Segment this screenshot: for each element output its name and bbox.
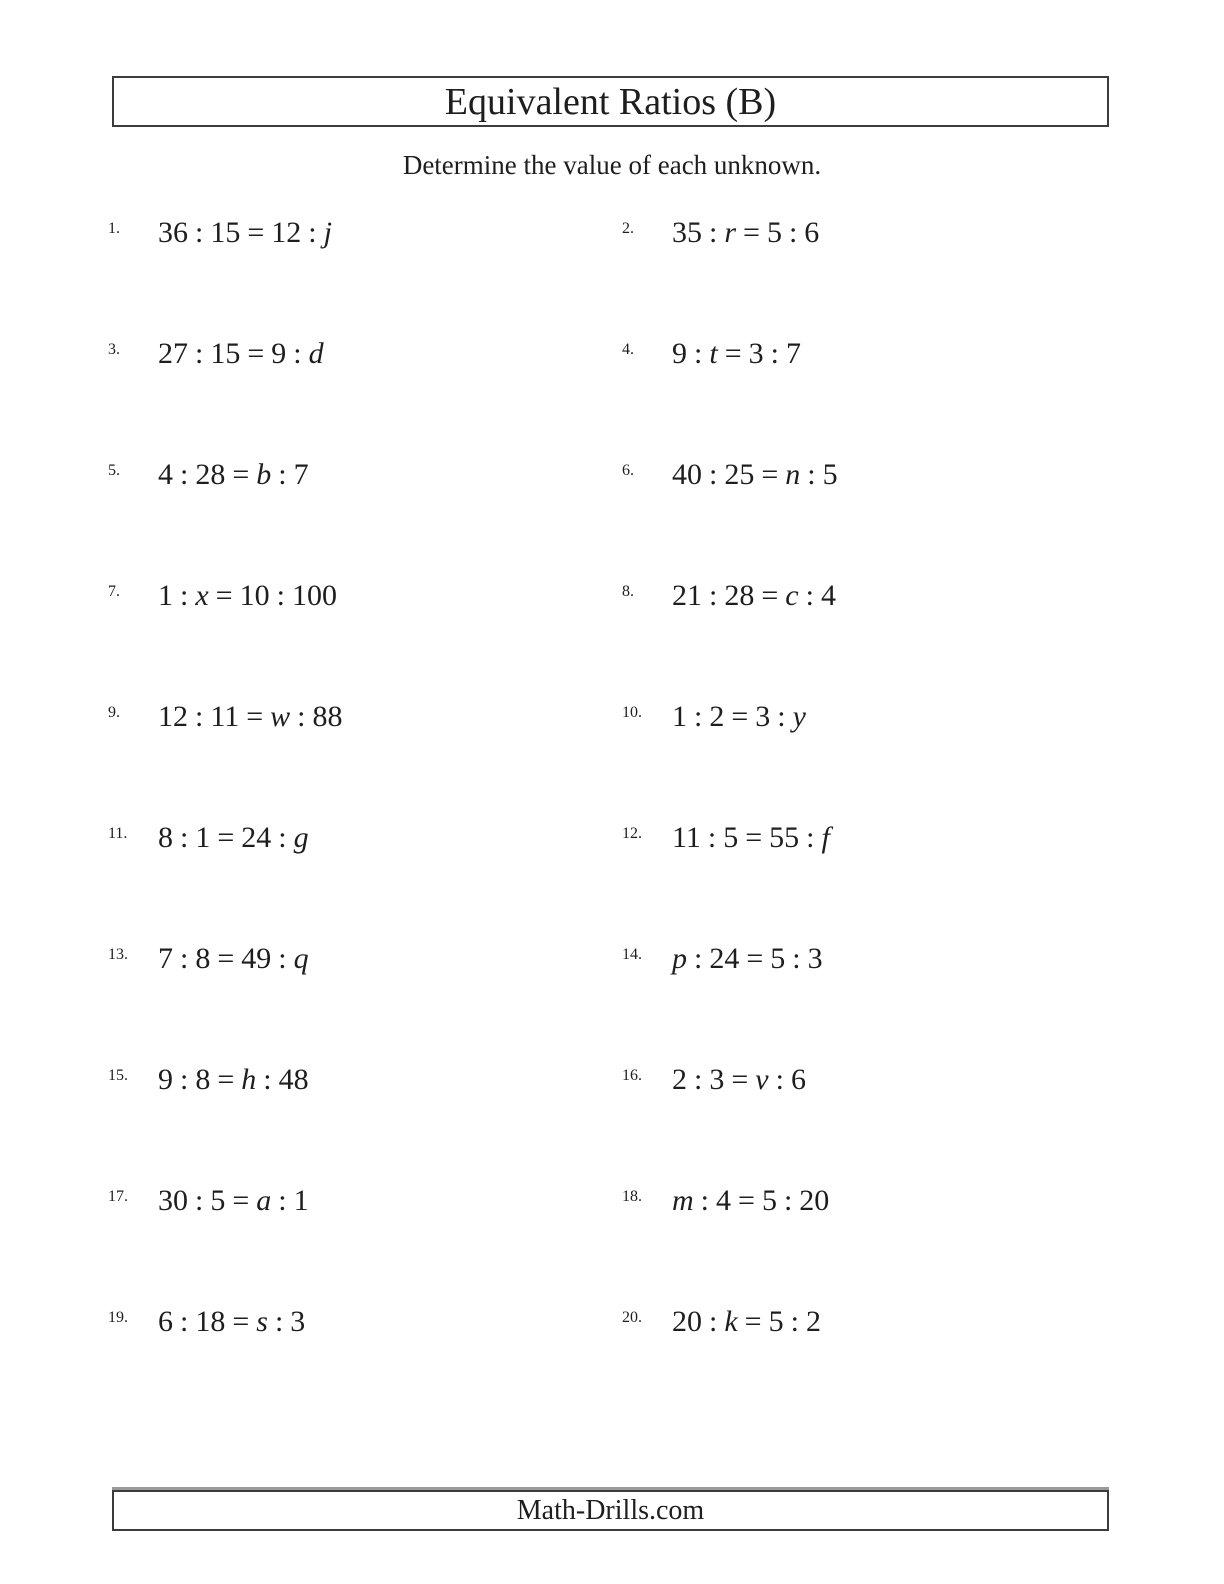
problem-item [108,1063,622,1184]
equation-number: 3 [755,700,771,733]
problem-item [108,216,622,337]
problem-item [622,458,1118,579]
equation-number: 3 [748,337,764,370]
equation-number: 24 [709,942,740,975]
problem-number: 5. [108,462,120,479]
problem-item [622,579,1118,700]
problem-equation [672,1184,829,1217]
problem-item [108,700,622,821]
equation-number: 36 [158,216,188,249]
problem-number: 15. [108,1067,128,1084]
problem-item [622,337,1118,458]
equation-operator: : [783,1184,793,1217]
problem-number: 13. [108,946,128,963]
equation-operator: : [195,216,204,249]
equation-operator: : [180,579,189,612]
equation-operator: : [770,337,779,370]
equation-operator: : [709,216,718,249]
equation-number: 28 [195,458,226,491]
equation-variable: c [785,579,799,612]
equation-number: 6 [804,216,820,249]
equation-operator: = [761,458,779,491]
equation-variable: m [672,1184,694,1217]
equation-operator: : [278,458,287,491]
equation-number: 8 [195,942,211,975]
equation-operator: : [180,1063,189,1096]
equation-variable: a [256,1184,272,1217]
equation-number: 5 [770,942,786,975]
equation-number: 7 [158,942,173,975]
instructions-text: Determine the value of each unknown. [402,150,822,180]
equation-operator: = [738,1184,755,1217]
problem-equation [672,337,801,370]
equation-variable: w [270,700,291,733]
equation-operator: = [232,1184,250,1217]
equation-operator: : [694,700,703,733]
equation-number: 3 [807,942,823,975]
problem-number: 11. [108,825,128,842]
equation-operator: : [297,700,306,733]
equation-operator: = [215,579,233,612]
equation-operator: : [276,579,285,612]
problem-item [108,579,622,700]
equation-operator: = [745,821,763,854]
problems-grid [108,216,1118,1426]
equation-number: 5 [210,1184,226,1217]
problem-number: 1. [108,220,120,237]
equation-variable: n [785,458,801,491]
equation-operator: : [293,337,302,370]
equation-operator: : [694,942,703,975]
equation-operator: = [746,942,764,975]
problem-number: 7. [108,583,120,600]
equation-number: 40 [672,458,702,491]
equation-variable: v [755,1063,769,1096]
equation-variable: x [195,579,209,612]
problem-equation [158,821,309,854]
equation-operator: : [278,821,287,854]
equation-operator: = [744,1305,762,1338]
problem-item [622,216,1118,337]
footer-box [112,1490,1109,1531]
equation-operator: : [790,1305,799,1338]
equation-number: 11 [210,700,240,733]
problem-equation [158,458,309,491]
equation-number: 5 [761,1184,777,1217]
equation-number: 1 [672,700,687,733]
equation-operator: = [724,337,742,370]
equation-number: 15 [210,216,241,249]
equation-operator: = [217,821,235,854]
problem-number: 3. [108,341,120,358]
equation-operator: : [805,579,814,612]
equation-number: 48 [278,1063,309,1096]
equation-variable: h [241,1063,257,1096]
equation-number: 9 [271,337,287,370]
problem-equation [672,458,838,491]
equation-operator: : [694,337,703,370]
equation-operator: : [775,1063,784,1096]
equation-number: 88 [312,700,343,733]
problem-number: 16. [622,1067,642,1084]
problem-equation [158,942,309,975]
equation-operator: = [246,700,264,733]
equation-number: 100 [291,579,337,612]
equation-number: 1 [195,821,211,854]
problem-equation [672,700,806,733]
equation-operator: : [807,458,816,491]
equation-operator: : [180,458,189,491]
equation-operator: = [761,579,779,612]
equation-variable: q [293,942,309,975]
equation-operator: : [777,700,786,733]
equation-operator: = [232,1305,250,1338]
equation-number: 2 [672,1063,687,1096]
problem-equation [672,821,830,854]
problem-number: 6. [622,462,634,479]
problem-item [108,1184,622,1305]
equation-operator: = [232,458,250,491]
equation-operator: : [195,700,204,733]
equation-operator: = [217,1063,235,1096]
problem-number: 18. [622,1188,642,1205]
problem-item [622,1184,1118,1305]
equation-number: 1 [293,1184,309,1217]
equation-operator: = [247,337,265,370]
problem-equation [158,216,332,249]
problem-item [622,1305,1118,1426]
problem-number: 20. [622,1309,642,1326]
equation-number: 11 [672,821,701,854]
equation-number: 5 [723,821,739,854]
problem-equation [158,700,343,733]
equation-number: 49 [241,942,272,975]
equation-number: 3 [709,1063,725,1096]
equation-operator: : [180,1305,189,1338]
equation-variable: j [323,216,332,249]
problem-equation [672,216,819,249]
equation-number: 20 [672,1305,702,1338]
equation-number: 18 [195,1305,226,1338]
equation-operator: : [806,821,815,854]
equation-operator: = [731,700,749,733]
problem-item [622,942,1118,1063]
problem-item [622,1063,1118,1184]
equation-operator: : [263,1063,272,1096]
equation-variable: p [672,942,687,975]
problem-equation [672,1063,806,1096]
equation-number: 9 [672,337,687,370]
problem-number: 10. [622,704,642,721]
equation-operator: : [709,1305,718,1338]
problem-item [108,821,622,942]
equation-number: 25 [724,458,755,491]
problem-equation [158,1305,305,1338]
equation-number: 4 [716,1184,732,1217]
equation-variable: d [308,337,324,370]
equation-operator: : [278,942,287,975]
equation-operator: = [731,1063,749,1096]
equation-operator: : [308,216,317,249]
problem-number: 19. [108,1309,128,1326]
equation-operator: : [195,337,204,370]
page-title: Equivalent Ratios (B) [444,80,777,123]
equation-operator: : [180,942,189,975]
problem-number: 17. [108,1188,128,1205]
equation-operator: : [694,1063,703,1096]
equation-operator: : [788,216,798,249]
equation-number: 4 [820,579,836,612]
problem-item [108,942,622,1063]
equation-number: 12 [158,700,188,733]
equation-number: 30 [158,1184,188,1217]
equation-variable: s [256,1305,268,1338]
problem-equation [672,1305,821,1338]
equation-operator: : [274,1305,284,1338]
problem-number: 8. [622,583,634,600]
equation-operator: : [278,1184,287,1217]
equation-number: 3 [290,1305,306,1338]
equation-variable: g [293,821,309,854]
equation-number: 28 [724,579,755,612]
equation-operator: = [217,942,235,975]
problem-number: 14. [622,946,642,963]
equation-operator: : [792,942,801,975]
equation-operator: : [707,821,717,854]
problem-equation [158,1184,309,1217]
equation-number: 21 [672,579,702,612]
problem-equation [672,942,823,975]
equation-number: 5 [768,1305,784,1338]
problem-item [622,821,1118,942]
problem-item [622,700,1118,821]
problem-equation [158,1063,309,1096]
problem-number: 4. [622,341,634,358]
equation-number: 10 [239,579,270,612]
equation-operator: = [743,216,760,249]
equation-number: 6 [790,1063,806,1096]
equation-operator: : [195,1184,204,1217]
equation-number: 7 [785,337,801,370]
equation-variable: f [821,821,830,854]
problem-item [108,1305,622,1426]
equation-operator: = [247,216,265,249]
equation-number: 9 [158,1063,173,1096]
equation-variable: t [709,337,718,370]
problem-equation [672,579,836,612]
equation-variable: k [724,1305,738,1338]
equation-number: 27 [158,337,188,370]
equation-operator: : [709,579,718,612]
equation-number: 20 [799,1184,830,1217]
problem-item [108,458,622,579]
equation-number: 2 [805,1305,821,1338]
equation-number: 15 [210,337,241,370]
equation-number: 35 [672,216,702,249]
equation-operator: : [180,821,189,854]
equation-number: 1 [158,579,173,612]
equation-operator: : [709,458,718,491]
problem-number: 12. [622,825,642,842]
equation-number: 4 [158,458,173,491]
equation-number: 5 [822,458,838,491]
equation-number: 5 [766,216,782,249]
equation-number: 12 [271,216,302,249]
equation-number: 24 [241,821,272,854]
problem-number: 2. [622,220,634,237]
equation-variable: r [724,216,737,249]
title-box [112,76,1109,127]
equation-number: 6 [158,1305,173,1338]
problem-equation [158,579,337,612]
equation-number: 55 [769,821,800,854]
problem-number: 9. [108,704,120,721]
equation-number: 8 [195,1063,211,1096]
equation-number: 7 [293,458,309,491]
problem-item [108,337,622,458]
equation-variable: b [256,458,272,491]
problem-equation [158,337,324,370]
equation-number: 2 [709,700,725,733]
equation-variable: y [792,700,806,733]
footer-site-name: Math-Drills.com [516,1494,705,1526]
equation-operator: : [700,1184,710,1217]
equation-number: 8 [158,821,173,854]
